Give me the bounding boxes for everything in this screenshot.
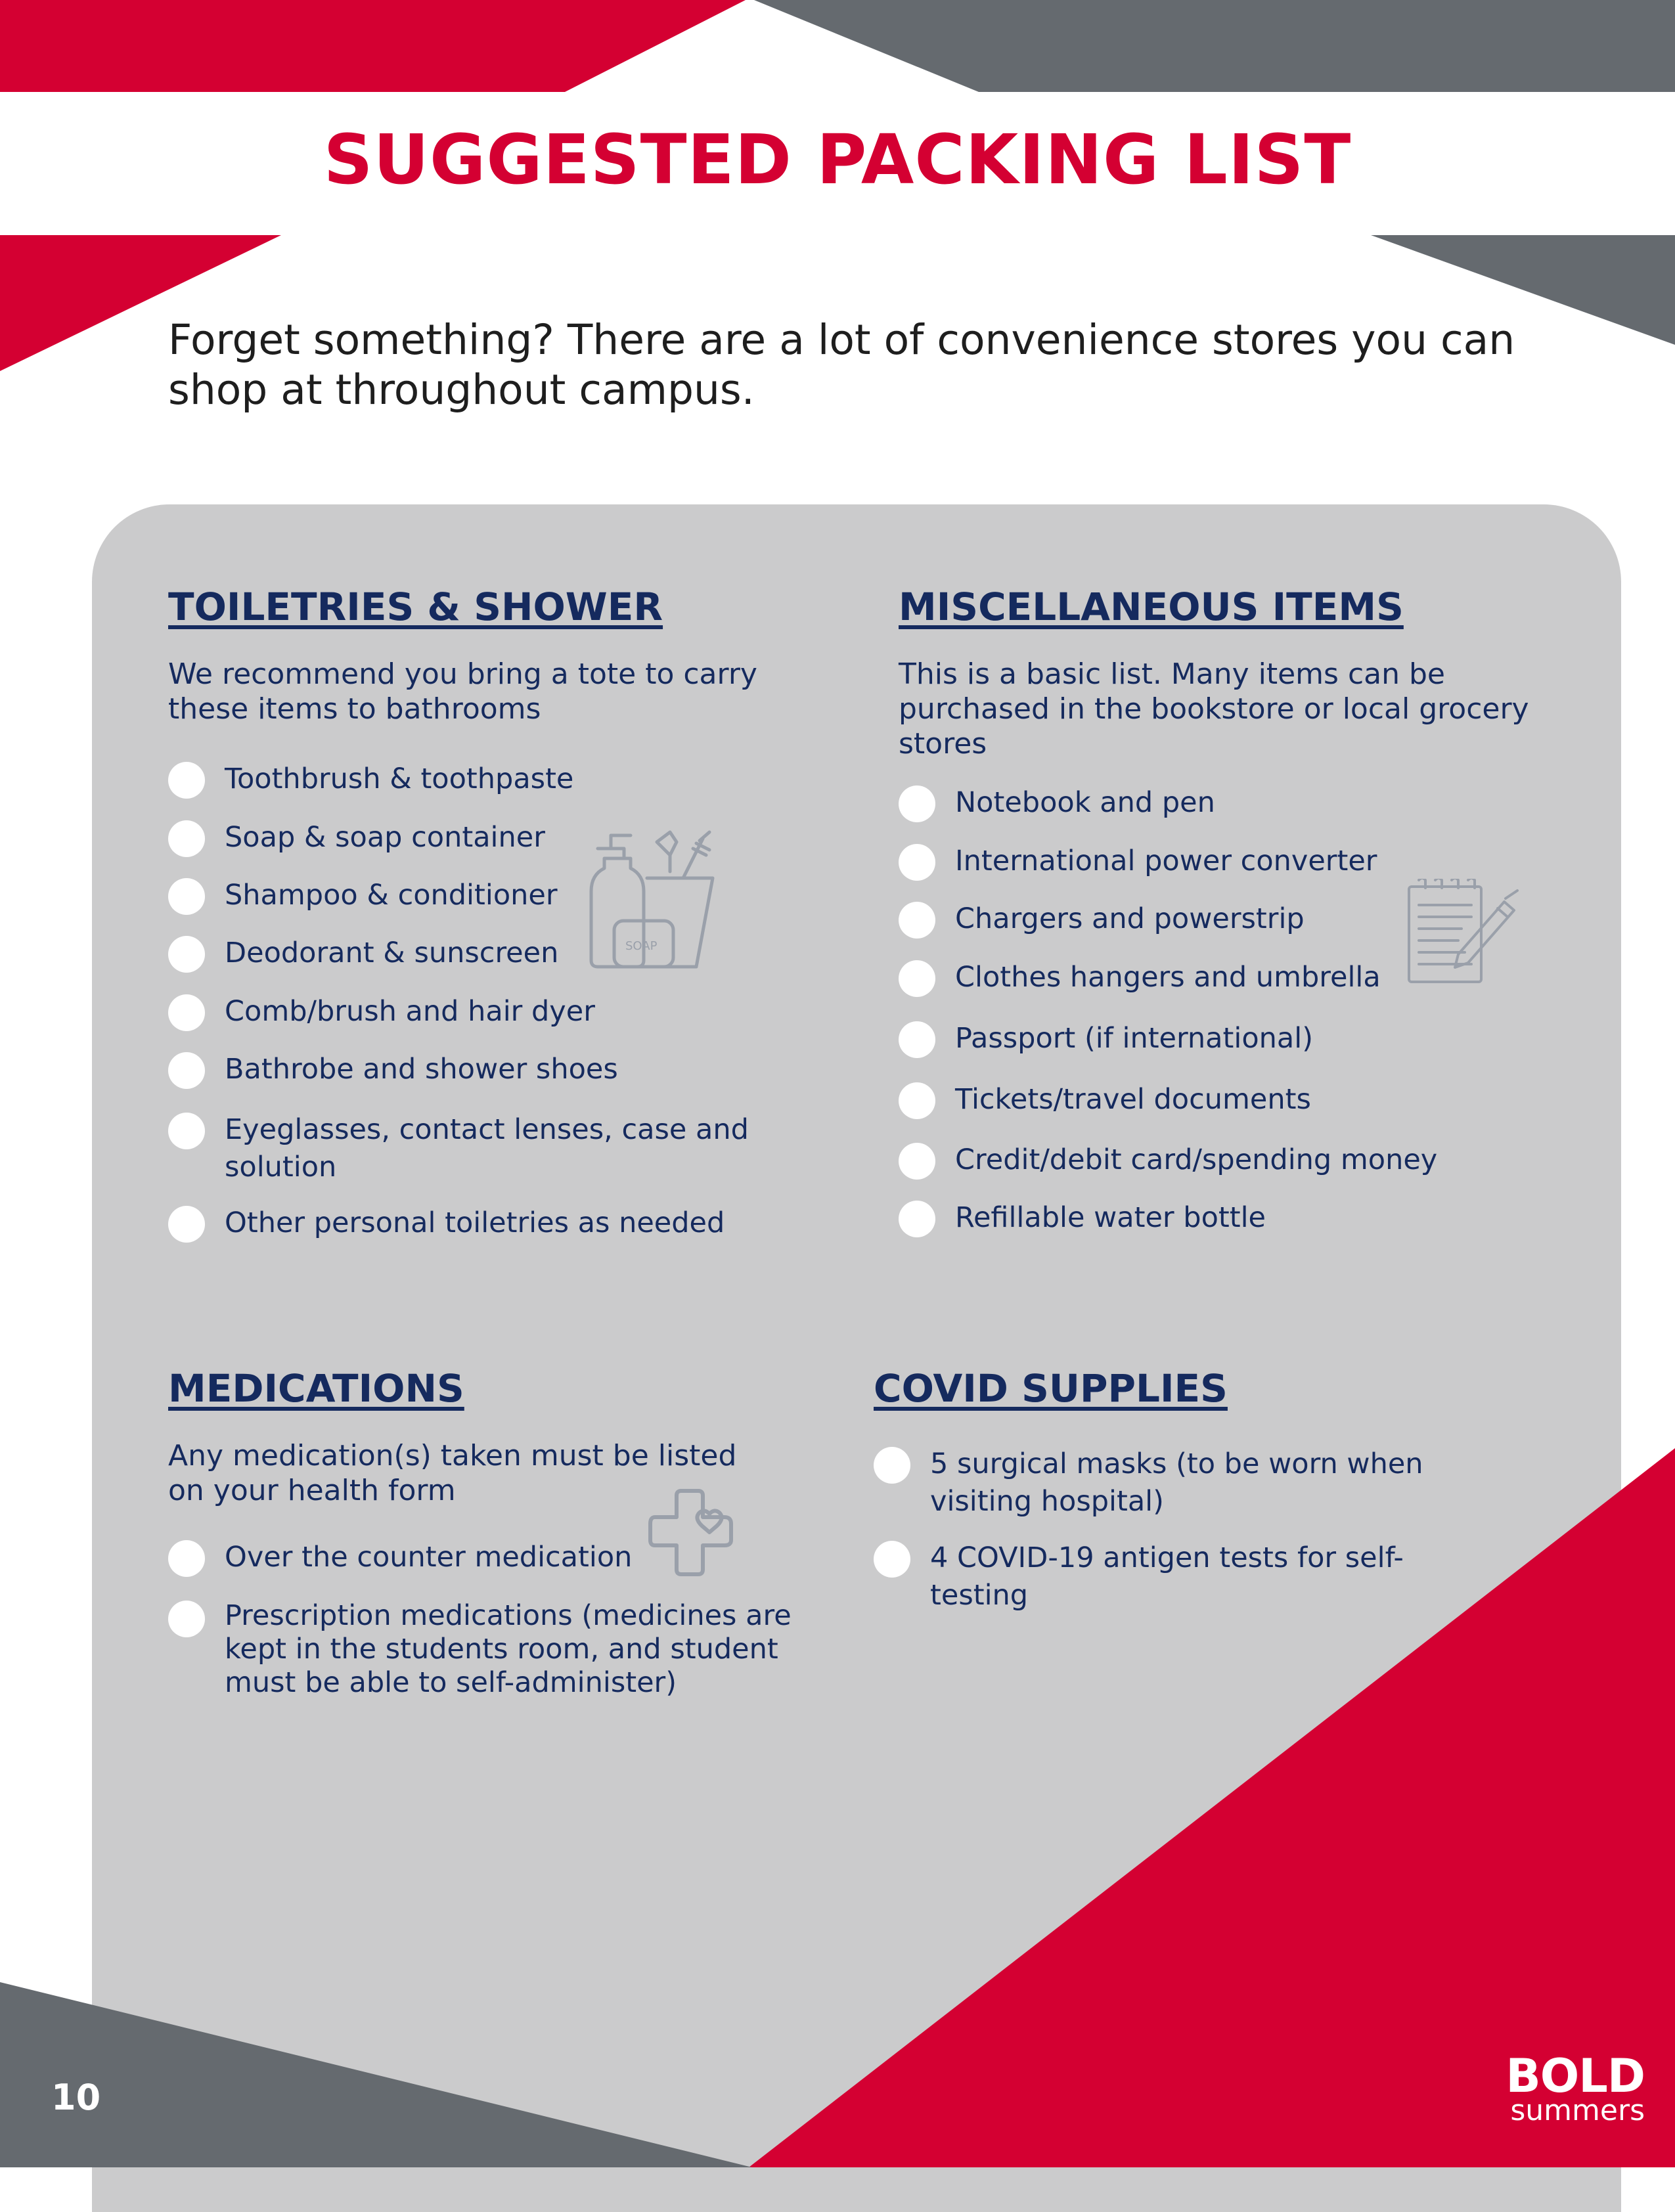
section-medications: [168, 1366, 812, 1699]
item-label: Chargers and powerstrip: [955, 902, 1305, 935]
checkbox-circle[interactable]: [168, 820, 205, 857]
item-label: Clothes hangers and umbrella: [955, 961, 1381, 994]
bottom-left-gray-shape: [0, 1982, 752, 2167]
item-label: Deodorant & sunscreen: [225, 937, 559, 969]
checkbox-circle[interactable]: [874, 1541, 910, 1578]
item-label: Refillable water bottle: [955, 1201, 1266, 1234]
section-heading: MEDICATIONS: [168, 1366, 464, 1411]
section-description: We recommend you bring a tote to carry these items to bathrooms: [168, 657, 757, 726]
item-label: International power converter: [955, 845, 1377, 877]
item-label: Notebook and pen: [955, 786, 1215, 819]
section-description: Any medication(s) taken must be listed on your health form: [168, 1439, 737, 1507]
logo-bold-text: BOLD: [1506, 2049, 1645, 2103]
item-label: Soap & soap container: [225, 821, 545, 854]
checkbox-circle[interactable]: [899, 1201, 935, 1237]
item-label: 5 surgical masks (to be worn when visiting hospital): [930, 1448, 1423, 1518]
notepad-pencil-icon: [1406, 879, 1524, 984]
section-covid: [874, 1366, 1465, 1612]
item-label: Bathrobe and shower shoes: [225, 1053, 618, 1086]
section-heading: TOILETRIES & SHOWER: [168, 585, 663, 629]
medical-cross-heart-icon: [647, 1488, 739, 1580]
section-toiletries: [168, 585, 812, 1239]
checkbox-circle[interactable]: [874, 1447, 910, 1484]
section-miscellaneous: [899, 585, 1569, 1234]
checkbox-circle[interactable]: [899, 1143, 935, 1180]
checkbox-circle[interactable]: [899, 785, 935, 822]
toiletries-icon: [578, 829, 723, 973]
checkbox-circle[interactable]: [168, 1540, 205, 1577]
item-label: Prescription medications (medicines are kept in the students room, and student must be able to self-administer): [225, 1599, 792, 1699]
logo-sub-text: summers: [1510, 2094, 1645, 2127]
intro-text: Forget something? There are a lot of convenience stores you can shop at throughout campus.: [168, 316, 1515, 414]
checkbox-circle[interactable]: [899, 902, 935, 939]
item-label: Passport (if international): [955, 1022, 1313, 1055]
page-title: SUGGESTED PACKING LIST: [323, 120, 1352, 200]
checkbox-circle[interactable]: [168, 994, 205, 1031]
checkbox-circle[interactable]: [168, 1113, 205, 1149]
checkbox-circle[interactable]: [168, 762, 205, 799]
item-label: Over the counter medication: [225, 1541, 633, 1574]
bold-summers-logo: [1500, 2049, 1645, 2127]
item-label: Tickets/travel documents: [955, 1083, 1311, 1116]
item-label: Credit/debit card/spending money: [955, 1143, 1438, 1176]
item-label: Other personal toiletries as needed: [225, 1206, 725, 1239]
checkbox-circle[interactable]: [168, 878, 205, 915]
item-label: Toothbrush & toothpaste: [225, 763, 574, 795]
section-heading: COVID SUPPLIES: [874, 1366, 1228, 1411]
checkbox-circle[interactable]: [899, 960, 935, 997]
svg-text:SOAP: SOAP: [625, 939, 658, 953]
section-heading: MISCELLANEOUS ITEMS: [899, 585, 1404, 629]
checkbox-circle[interactable]: [899, 844, 935, 881]
item-label: 4 COVID-19 antigen tests for self-testing: [930, 1541, 1404, 1612]
checkbox-circle[interactable]: [168, 936, 205, 973]
item-label: Shampoo & conditioner: [225, 879, 558, 912]
page-number: 10: [51, 2077, 101, 2118]
checkbox-circle[interactable]: [899, 1021, 935, 1058]
item-label: Comb/brush and hair dyer: [225, 995, 595, 1028]
checkbox-circle[interactable]: [168, 1601, 205, 1637]
checkbox-circle[interactable]: [168, 1206, 205, 1243]
checkbox-circle[interactable]: [168, 1052, 205, 1089]
checkbox-circle[interactable]: [899, 1082, 935, 1119]
section-description: This is a basic list. Many items can be purchased in the bookstore or local grocery stores: [899, 657, 1529, 761]
item-label: Eyeglasses, contact lenses, case and solution: [225, 1113, 749, 1183]
